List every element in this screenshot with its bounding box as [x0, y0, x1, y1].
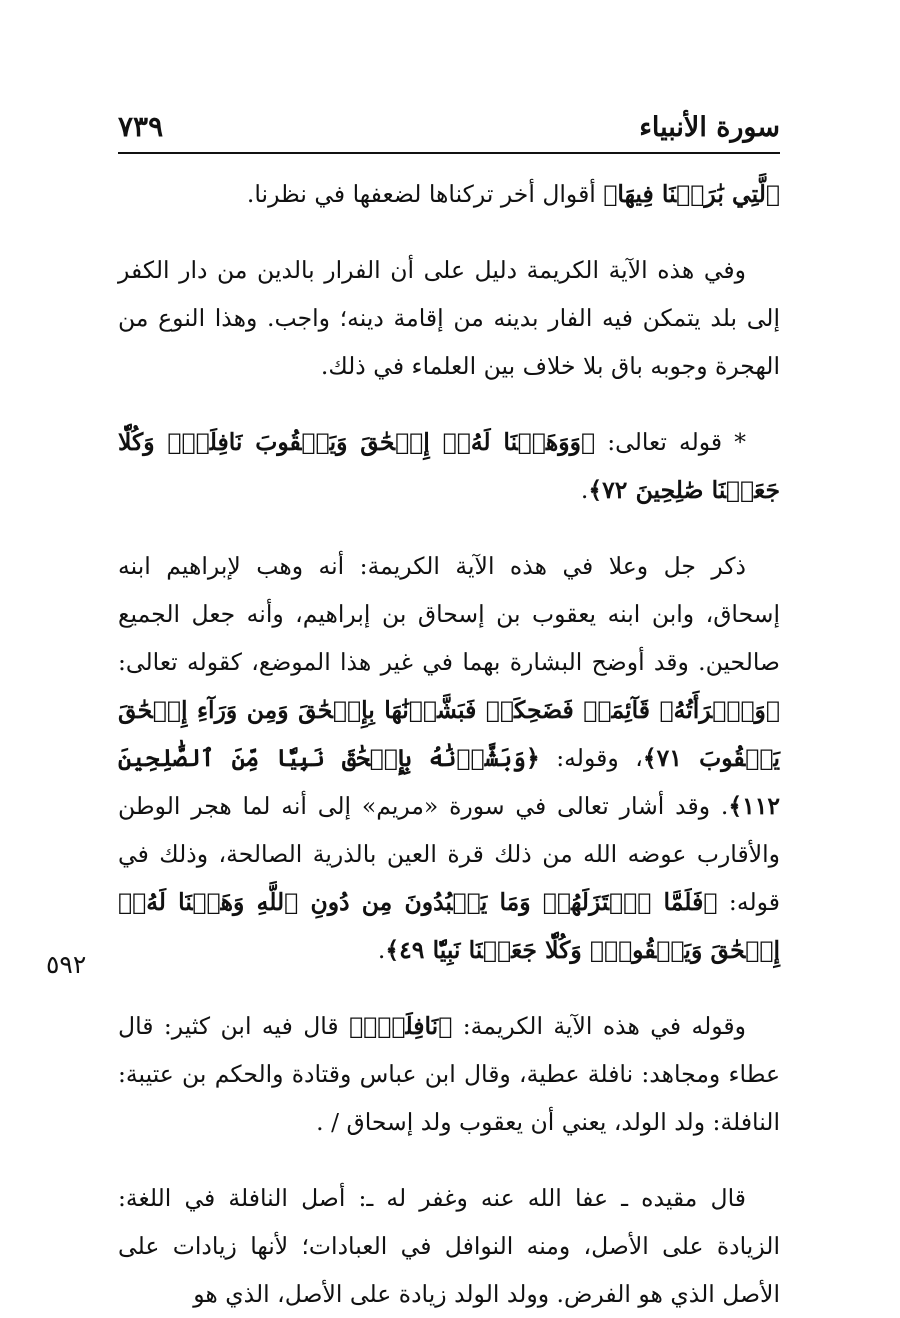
page-body — [118, 170, 780, 1318]
paragraph-3-verse-heading — [118, 418, 780, 514]
paragraph-text: ، وقوله: — [539, 744, 643, 772]
paragraph-text: أقوال أخر تركناها لضعفها في نظرنا. — [246, 180, 604, 208]
paragraph-1 — [118, 170, 780, 218]
paragraph-text: . — [377, 936, 386, 964]
quran-quote: ﴿وَبَشَّرۡنَٰهُ بِإِسۡحَٰقَ نَبِيّٗا مِّنَ ٱلصَّٰلِحِينَ ١١٢﴾ — [118, 744, 780, 820]
quran-quote: ﴿نَافِلَةٗۖ﴾ — [349, 1012, 453, 1040]
paragraph-text: . وقد أشار تعالى في سورة «مريم» إلى أنه لما هجر الوطن والأقارب عوضه الله من ذلك قرة العين بالذرية الصالحة، وذلك في قوله: — [118, 792, 780, 916]
paragraph-text: ذكر جل وعلا في هذه الآية الكريمة: أنه وهب لإبراهيم ابنه إسحاق، وابن ابنه يعقوب بن إسحاق بن إبراهيم، وأنه جعل الجميع صالحين. وقد أوضح البشارة بهما في غير هذا الموضع، كقوله تعالى: — [118, 552, 780, 676]
paragraph-2 — [118, 246, 780, 390]
paragraph-6 — [118, 1174, 780, 1318]
paragraph-text: وفي هذه الآية الكريمة دليل على أن الفرار بالدين من دار الكفر إلى بلد يتمكن فيه الفار بدينه من إقامة دينه؛ واجب. وهذا النوع من الهجرة وجوبه باق بلا خلاف بين العلماء في ذلك. — [118, 256, 780, 380]
quran-quote: ٱلَّتِي بَٰرَكۡنَا فِيهَا﴾ — [603, 180, 780, 208]
paragraph-text: وقوله في هذه الآية الكريمة: — [452, 1012, 746, 1040]
quran-quote: ﴿وَوَهَبۡنَا لَهُۥٓ إِسۡحَٰقَ وَيَعۡقُوبَ نَافِلَةٗۖ وَكُلّٗا جَعَلۡنَا صَٰلِحِينَ ٧٢﴾ — [118, 428, 780, 504]
verse-tail: . — [580, 476, 589, 504]
paragraph-text: قال فيه ابن كثير: قال عطاء ومجاهد: نافلة عطية، وقال ابن عباس وقتادة والحكم بن عتيبة: النافلة: ولد الولد، يعني أن يعقوب ولد إسحاق / . — [118, 1012, 780, 1136]
paragraph-5 — [118, 1002, 780, 1146]
paragraph-4 — [118, 542, 780, 974]
margin-page-reference: ٥٩٢ — [46, 950, 87, 979]
page-header — [118, 108, 780, 154]
quran-quote: ﴿وَٱمۡرَأَتُهُۥ قَآئِمَةٞ فَضَحِكَتۡ فَبَشَّرۡنَٰهَا بِإِسۡحَٰقَ وَمِن وَرَآءِ إِسۡحَٰقَ يَعۡقُوبَ ٧١﴾ — [118, 696, 781, 772]
verse-lead: * قوله تعالى: — [595, 428, 747, 456]
surah-title: سورة الأنبياء — [639, 112, 780, 143]
quran-quote: ﴿فَلَمَّا ٱعۡتَزَلَهُمۡ وَمَا يَعۡبُدُونَ مِن دُونِ ٱللَّهِ وَهَبۡنَا لَهُۥٓ إِسۡحَٰقَ وَيَعۡقُوبَۖ وَكُلّٗا جَعَلۡنَا نَبِيّٗا ٤٩﴾ — [118, 888, 780, 964]
paragraph-text: قال مقيده ـ عفا الله عنه وغفر له ـ: أصل النافلة في اللغة: الزيادة على الأصل، ومنه النوافل في العبادات؛ لأنها زيادات على الأصل الذي هو الفرض. وولد الولد زيادة على الأصل، الذي هو — [118, 1184, 780, 1308]
page-number: ٧٣٩ — [118, 110, 164, 143]
